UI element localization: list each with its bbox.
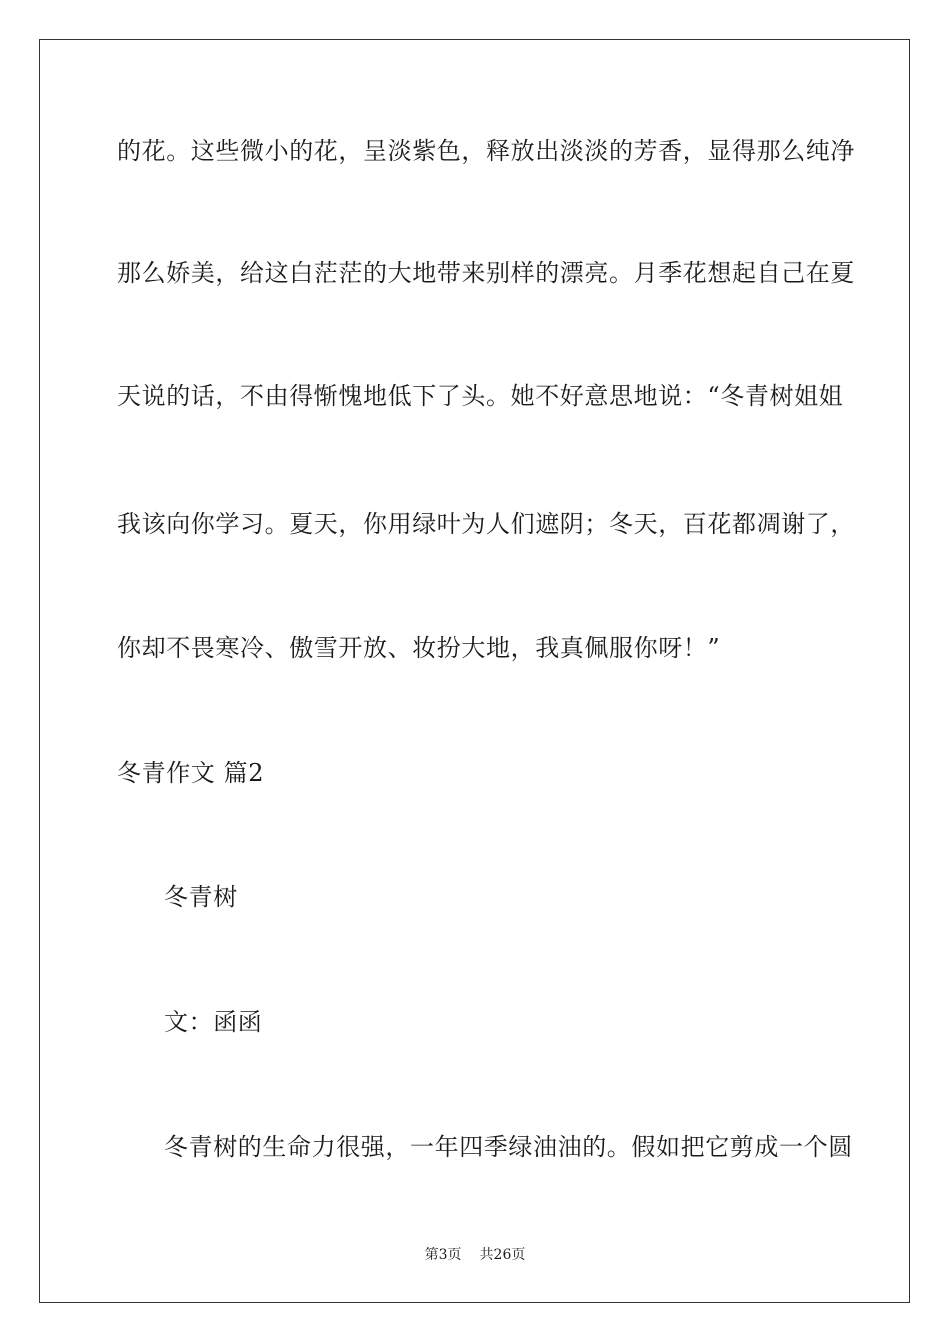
paragraph-line-1: 的花。这些微小的花，呈淡紫色，释放出淡淡的芳香，显得那么纯净 — [117, 137, 855, 165]
paragraph-line-4: 我该向你学习。夏天，你用绿叶为人们遮阴；冬天，百花都凋谢了， — [117, 510, 855, 538]
paragraph-line-3: 天说的话，不由得惭愧地低下了头。她不好意思地说：“冬青树姐姐 — [117, 382, 844, 410]
page-border — [39, 39, 910, 1303]
paragraph-line-2: 那么娇美，给这白茫茫的大地带来别样的漂亮。月季花想起自己在夏 — [117, 259, 855, 287]
paragraph-line-5: 你却不畏寒冷、傲雪开放、妆扮大地，我真佩服你呀！” — [117, 634, 721, 662]
article-title: 冬青树 — [164, 883, 238, 911]
page-total: 共26页 — [479, 1247, 526, 1263]
body-text-line: 冬青树的生命力很强，一年四季绿油油的。假如把它剪成一个圆 — [164, 1133, 853, 1161]
section-heading: 冬青作文 篇2 — [117, 759, 265, 787]
author-line: 文：函函 — [164, 1008, 263, 1036]
page-number: 第3页 — [424, 1247, 462, 1263]
page-footer — [0, 1246, 950, 1264]
